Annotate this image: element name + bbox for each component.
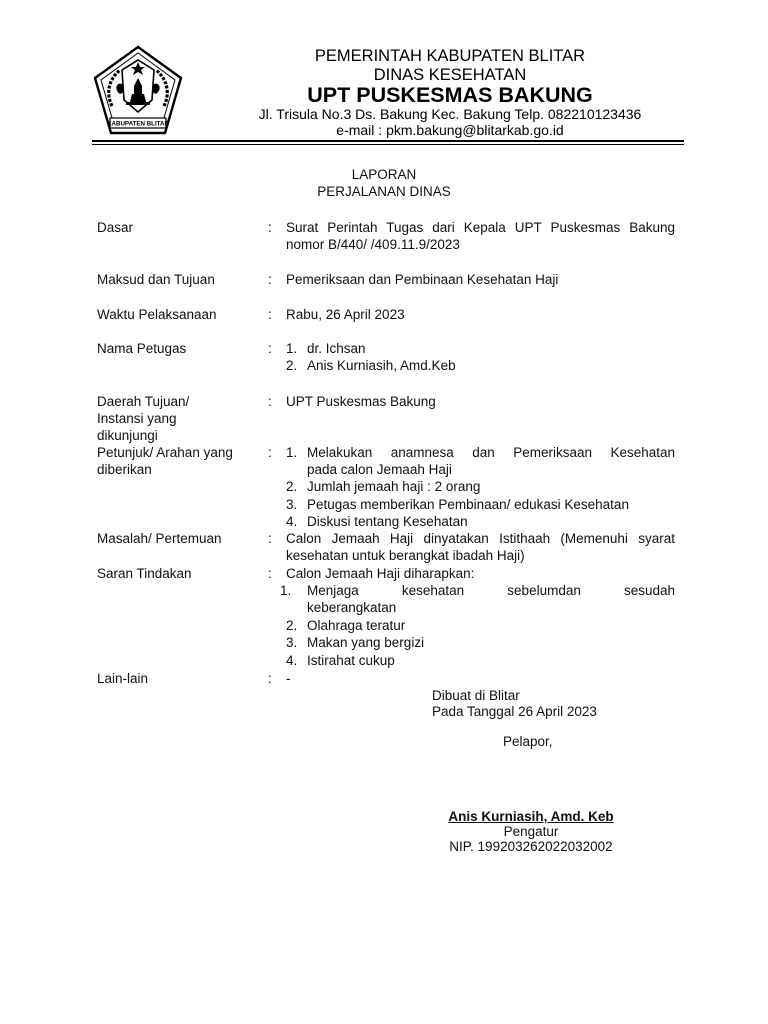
lain-label: Lain-lain <box>97 671 149 686</box>
saran-item-word: sesudah <box>623 583 675 598</box>
masalah-value: Calon Jemaah Haji dinyatakan Istithaah (Memenuhi syarat kesehatan untuk berangkat ibadah Haji) <box>286 531 675 563</box>
saran-label: Saran Tindakan <box>97 566 192 581</box>
signature-place: Dibuat di Blitar <box>432 688 520 703</box>
signature-reporter-label: Pelapor, <box>503 734 553 749</box>
saran-item-number: 4. <box>286 653 298 668</box>
signatory-name: Anis Kurniasih, Amd. Keb <box>448 809 614 824</box>
dasar-colon: : <box>268 220 272 235</box>
letterhead-divider-thick <box>92 140 684 142</box>
petunjuk-item-line: Melakukan anamnesa dan Pemeriksaan Kesehatan <box>307 445 675 460</box>
saran-item-word: Menjaga <box>307 583 359 598</box>
lain-value: - <box>286 671 291 686</box>
signatory-nip: NIP. 199203262022032002 <box>449 839 613 854</box>
daerah-colon: : <box>268 394 272 409</box>
petunjuk-item: Diskusi tentang Kesehatan <box>307 514 468 529</box>
petunjuk-item: Petugas memberikan Pembinaan/ edukasi Kesehatan <box>307 497 629 512</box>
petunjuk-label-line: Petunjuk/ Arahan yang <box>97 445 233 460</box>
saran-item: Makan yang bergizi <box>307 635 425 650</box>
daerah-label-line: dikunjungi <box>97 428 158 443</box>
report-title: LAPORAN <box>351 167 417 182</box>
petunjuk-item-number: 4. <box>286 514 298 529</box>
petugas-label: Nama Petugas <box>97 341 187 356</box>
petugas-item: dr. Ichsan <box>307 341 366 356</box>
petunjuk-item-number: 3. <box>286 497 298 512</box>
institution-address: Jl. Trisula No.3 Ds. Bakung Kec. Bakung Telp. 082210123436 <box>258 106 642 122</box>
petunjuk-colon: : <box>268 445 272 460</box>
petunjuk-item-continuation: pada calon Jemaah Haji <box>307 462 452 477</box>
department-name: DINAS KESEHATAN <box>373 66 527 84</box>
dasar-label: Dasar <box>97 220 134 235</box>
saran-item-word: kesehatan <box>401 583 465 598</box>
maksud-colon: : <box>268 272 272 287</box>
saran-item-number: 1. <box>280 583 292 598</box>
daerah-label-line: Daerah Tujuan/ <box>97 394 190 409</box>
letterhead-divider-thin <box>92 144 684 145</box>
waktu-value: Rabu, 26 April 2023 <box>286 307 405 322</box>
maksud-label: Maksud dan Tujuan <box>97 272 215 287</box>
maksud-value: Pemeriksaan dan Pembinaan Kesehatan Haji <box>286 272 559 287</box>
saran-item: Istirahat cukup <box>307 653 395 668</box>
signatory-position: Pengatur <box>503 824 559 839</box>
waktu-label: Waktu Pelaksanaan <box>97 307 217 322</box>
petugas-item-number: 2. <box>286 358 298 373</box>
saran-item-number: 3. <box>286 635 298 650</box>
petunjuk-item-number: 2. <box>286 479 298 494</box>
email-text: e-mail : pkm.bakung@blitarkab.go.id <box>336 122 564 138</box>
saran-intro: Calon Jemaah Haji diharapkan: <box>286 566 475 581</box>
institution-name: UPT PUSKESMAS BAKUNG <box>307 83 593 107</box>
report-subtitle: PERJALANAN DINAS <box>317 184 451 199</box>
dasar-value: Surat Perintah Tugas dari Kepala UPT Puskesmas Bakung nomor B/440/ /409.11.9/2023 <box>286 220 675 252</box>
saran-item-continuation: keberangkatan <box>307 600 397 615</box>
petunjuk-label-line: diberikan <box>97 462 152 477</box>
petunjuk-item-number: 1. <box>286 445 298 460</box>
lain-colon: : <box>268 671 272 686</box>
daerah-label-line: Instansi yang <box>97 411 177 426</box>
saran-colon: : <box>268 566 272 581</box>
saran-item <box>307 582 675 599</box>
signature-date: Pada Tanggal 26 April 2023 <box>432 704 597 719</box>
daerah-value: UPT Puskesmas Bakung <box>286 394 436 409</box>
masalah-colon: : <box>268 531 272 546</box>
saran-item: Olahraga teratur <box>307 618 406 633</box>
petugas-colon: : <box>268 341 272 356</box>
saran-item-word: sebelumdan <box>507 583 581 598</box>
masalah-label: Masalah/ Pertemuan <box>97 531 222 546</box>
waktu-colon: : <box>268 307 272 322</box>
petunjuk-item: Jumlah jemaah haji : 2 orang <box>307 479 481 494</box>
petunjuk-item <box>307 444 675 461</box>
institution-email <box>170 122 730 139</box>
saran-item-number: 2. <box>286 618 298 633</box>
emblem-caption: KABUPATEN BLITAR <box>107 120 169 128</box>
government-name: PEMERINTAH KABUPATEN BLITAR <box>314 47 586 65</box>
petugas-item-number: 1. <box>286 341 298 356</box>
petugas-item: Anis Kurniasih, Amd.Keb <box>307 358 456 373</box>
